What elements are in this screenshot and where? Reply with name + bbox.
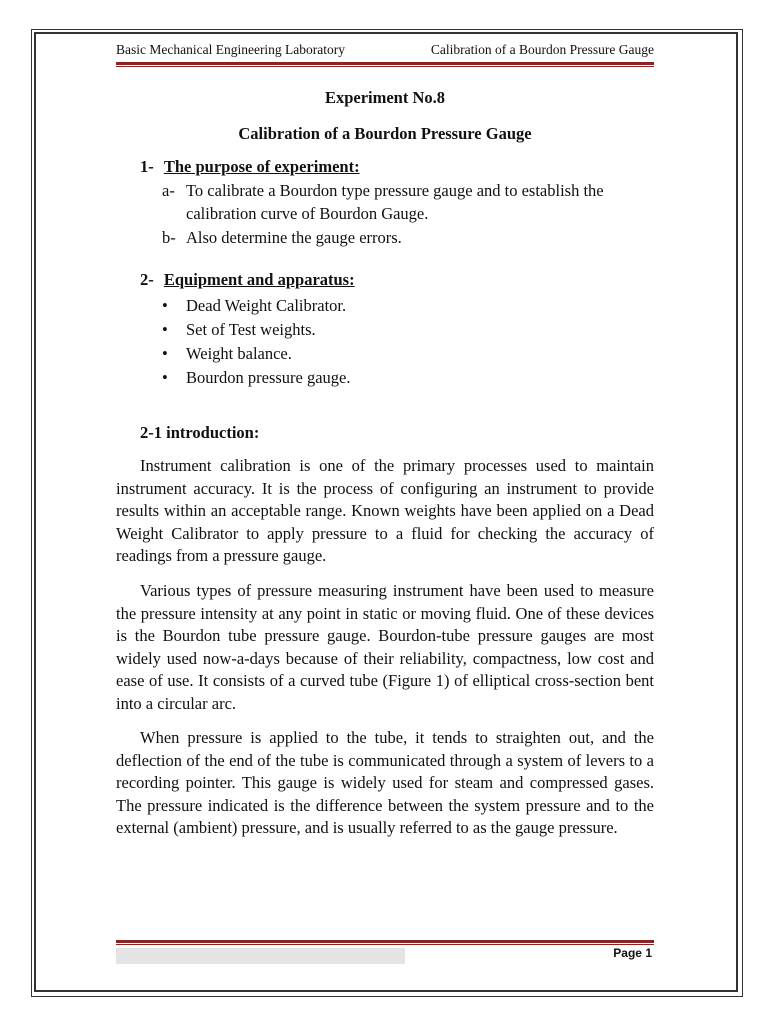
bullet-icon: • bbox=[162, 368, 168, 387]
list-marker: a- bbox=[162, 181, 175, 200]
experiment-title: Calibration of a Bourdon Pressure Gauge bbox=[238, 124, 532, 143]
section-introduction-heading: 2-1 introduction: bbox=[140, 423, 260, 442]
bullet-icon: • bbox=[162, 296, 168, 315]
list-item-text: Set of Test weights. bbox=[186, 320, 316, 339]
list-item-text: Weight balance. bbox=[186, 344, 292, 363]
section-purpose-heading bbox=[140, 157, 360, 177]
bullet-icon: • bbox=[162, 320, 168, 339]
header-lab-name: Basic Mechanical Engineering Laboratory bbox=[116, 42, 346, 57]
section-title: The purpose of experiment: bbox=[163, 157, 360, 176]
footer-shade bbox=[116, 948, 405, 964]
header-experiment-name: Calibration of a Bourdon Pressure Gauge bbox=[430, 42, 654, 57]
section-number: 2- bbox=[140, 270, 154, 289]
paragraph: Instrument calibration is one of the primary processes used to maintain instrument accuracy. It is the process of configuring an instrument to provide results within an acceptable range. Known weights have been applied on a Dead Weight Calibrator to apply pressure to a fluid for checking the accuracy of readings from a pressure gauge. bbox=[116, 456, 654, 566]
list-marker: b- bbox=[162, 228, 176, 247]
paragraph: Various types of pressure measuring instrument have been used to measure the pressure intensity at any point in static or moving fluid. One of these devices is the Bourdon tube pressure gauge. Bourdon-tube pressure gauges are most widely used now-a-days because of their reliability, compactness, low cost and ease of use. It consists of a curved tube (Figure 1) of elliptical cross-section bent into a circular arc. bbox=[116, 581, 654, 713]
paragraph: When pressure is applied to the tube, it tends to straighten out, and the deflection of the end of the tube is communicated through a system of levers to a recording pointer. This gauge is widely used for steam and compressed gases. The pressure indicated is the difference between the system pressure and to the external (ambient) pressure, and is usually referred to as the gauge pressure. bbox=[116, 728, 654, 838]
footer-rule bbox=[116, 940, 654, 945]
list-item-text: Dead Weight Calibrator. bbox=[186, 296, 347, 315]
header-rule bbox=[116, 62, 654, 68]
list-item-text: Also determine the gauge errors. bbox=[186, 228, 402, 247]
list-item-text: To calibrate a Bourdon type pressure gauge and to establish the calibration curve of Bourdon Gauge. bbox=[186, 181, 604, 223]
page-header bbox=[116, 42, 654, 58]
page-number: Page 1 bbox=[613, 946, 652, 960]
experiment-number: Experiment No.8 bbox=[324, 88, 446, 107]
section-title: Equipment and apparatus: bbox=[163, 270, 355, 289]
section-equipment-heading bbox=[140, 270, 355, 290]
bullet-icon: • bbox=[162, 344, 168, 363]
list-item-text: Bourdon pressure gauge. bbox=[186, 368, 351, 387]
section-number: 1- bbox=[140, 157, 154, 176]
